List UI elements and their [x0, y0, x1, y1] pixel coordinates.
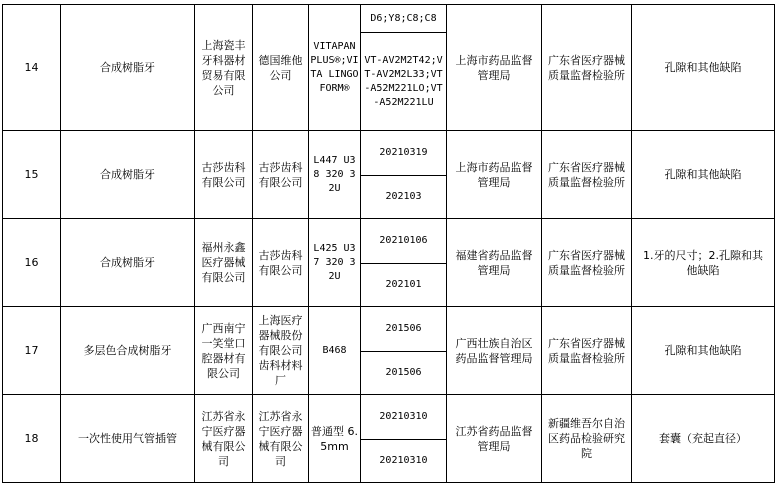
- testing-agency-cell: [542, 5, 632, 131]
- batch-number: 201506: [361, 307, 447, 352]
- table-row: [3, 395, 775, 440]
- row-number: 17: [3, 307, 61, 395]
- model: B468: [309, 307, 361, 395]
- applicant: 广西南宁一笑堂口腔器材有限公司: [201, 321, 246, 380]
- batch-number: 202103: [361, 176, 447, 219]
- testing-agency-cell: [542, 219, 632, 307]
- sampling-agency: 江苏省药品监督管理局: [455, 424, 533, 453]
- manufacturer: 古莎齿科有限公司: [258, 248, 303, 277]
- model: VITAPAN PLUS®;VITA LINGOFORM®: [310, 40, 359, 94]
- batch-number: 20210310: [361, 440, 447, 483]
- batch-number: VT-AV2M2T42;VT-AV2M2L33;VT-A52M221LO;VT-A52M221LU: [364, 54, 443, 108]
- manufacturer: 德国维他公司: [258, 53, 303, 82]
- sampling-agency-cell: [447, 131, 542, 219]
- manufacturer: 古莎齿科有限公司: [258, 160, 303, 189]
- product-name: 多层色合成树脂牙: [61, 307, 195, 395]
- batch-number: 20210319: [361, 131, 447, 176]
- model: L447 U38 320 32U: [313, 154, 356, 194]
- batch-number: 202101: [361, 264, 447, 307]
- table-row: [3, 131, 775, 176]
- sampling-agency: 上海市药品监督管理局: [455, 160, 533, 189]
- nonconformity: 孔隙和其他缺陷: [632, 5, 775, 131]
- model-cell: [309, 395, 361, 483]
- testing-agency: 广东省医疗器械质量监督检验所: [548, 336, 625, 365]
- applicant: 福州永鑫医疗器械有限公司: [201, 241, 246, 284]
- testing-agency: 广东省医疗器械质量监督检验所: [548, 53, 625, 82]
- product-name: 合成树脂牙: [61, 219, 195, 307]
- product-name: 合成树脂牙: [61, 131, 195, 219]
- batch-number: 20210310: [361, 395, 447, 440]
- applicant-cell: [195, 219, 253, 307]
- sampling-agency-cell: [447, 307, 542, 395]
- manufacturer: 江苏省永宁医疗器械有限公司: [258, 409, 303, 468]
- nonconformity: 1.牙的尺寸；2.孔隙和其他缺陷: [643, 248, 763, 277]
- model: 普通型 6.5mm: [311, 424, 358, 453]
- applicant: 江苏省永宁医疗器械有限公司: [201, 409, 246, 468]
- manufacturer-cell: [253, 5, 309, 131]
- manufacturer: 上海医疗器械股份有限公司齿科材料厂: [258, 314, 303, 387]
- applicant: 上海瓷丰牙科器材贸易有限公司: [201, 38, 246, 97]
- batch-number: D6;Y8;C8;C8: [361, 5, 447, 33]
- testing-agency-cell: [542, 307, 632, 395]
- applicant-cell: [195, 307, 253, 395]
- model: L425 U37 320 32U: [313, 242, 356, 282]
- testing-agency: 新疆维吾尔自治区药品检验研究院: [548, 417, 625, 460]
- manufacturer-cell: [253, 131, 309, 219]
- testing-agency: 广东省医疗器械质量监督检验所: [548, 248, 625, 277]
- sampling-agency-cell: [447, 5, 542, 131]
- applicant: 古莎齿科有限公司: [201, 160, 246, 189]
- sampling-agency-cell: [447, 219, 542, 307]
- manufacturer-cell: [253, 307, 309, 395]
- batch-number: 20210106: [361, 219, 447, 264]
- nonconformity: 孔隙和其他缺陷: [632, 131, 775, 219]
- sampling-agency: 广西壮族自治区药品监督管理局: [455, 336, 533, 365]
- row-number: 18: [3, 395, 61, 483]
- sampling-results-table: [2, 4, 775, 483]
- batch-number: 201506: [361, 352, 447, 395]
- testing-agency: 广东省医疗器械质量监督检验所: [548, 160, 625, 189]
- sampling-agency: 福建省药品监督管理局: [455, 248, 533, 277]
- applicant-cell: [195, 131, 253, 219]
- testing-agency-cell: [542, 131, 632, 219]
- applicant-cell: [195, 395, 253, 483]
- row-number: 14: [3, 5, 61, 131]
- testing-agency-cell: [542, 395, 632, 483]
- model-cell: [309, 5, 361, 131]
- nonconformity: 套囊（充起直径）: [632, 395, 775, 483]
- manufacturer-cell: [253, 219, 309, 307]
- model-cell: [309, 131, 361, 219]
- sampling-agency: 上海市药品监督管理局: [455, 53, 533, 82]
- nonconformity-cell: [632, 219, 775, 307]
- nonconformity: 孔隙和其他缺陷: [632, 307, 775, 395]
- manufacturer-cell: [253, 395, 309, 483]
- model-cell: [309, 219, 361, 307]
- applicant-cell: [195, 5, 253, 131]
- sampling-agency-cell: [447, 395, 542, 483]
- row-number: 15: [3, 131, 61, 219]
- table-row: [3, 219, 775, 264]
- product-name: 合成树脂牙: [61, 5, 195, 131]
- table-row: [3, 307, 775, 352]
- product-name: 一次性使用气管插管: [61, 395, 195, 483]
- table-row: [3, 5, 775, 33]
- batch-number-cell: [361, 33, 447, 131]
- row-number: 16: [3, 219, 61, 307]
